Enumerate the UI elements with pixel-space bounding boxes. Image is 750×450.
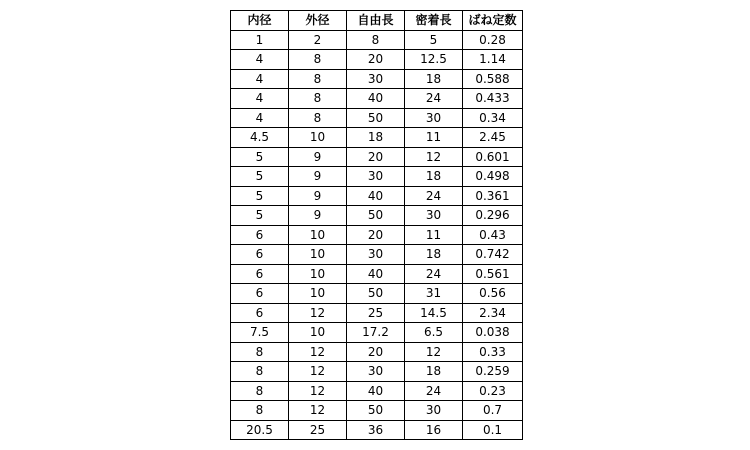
cell-inner-diameter: 6: [231, 264, 289, 284]
cell-outer-diameter: 12: [289, 401, 347, 421]
cell-outer-diameter: 8: [289, 89, 347, 109]
cell-free-length: 50: [347, 401, 405, 421]
cell-outer-diameter: 8: [289, 69, 347, 89]
cell-spring-constant: 0.498: [463, 167, 523, 187]
cell-outer-diameter: 10: [289, 225, 347, 245]
cell-spring-constant: 0.33: [463, 342, 523, 362]
cell-free-length: 20: [347, 225, 405, 245]
cell-free-length: 30: [347, 69, 405, 89]
cell-free-length: 40: [347, 89, 405, 109]
cell-outer-diameter: 12: [289, 381, 347, 401]
cell-spring-constant: 0.561: [463, 264, 523, 284]
cell-outer-diameter: 10: [289, 264, 347, 284]
cell-spring-constant: 0.742: [463, 245, 523, 265]
cell-inner-diameter: 20.5: [231, 420, 289, 440]
cell-inner-diameter: 4: [231, 69, 289, 89]
cell-spring-constant: 0.361: [463, 186, 523, 206]
cell-free-length: 50: [347, 206, 405, 226]
cell-inner-diameter: 5: [231, 206, 289, 226]
cell-free-length: 30: [347, 167, 405, 187]
table-row: [231, 206, 523, 226]
cell-free-length: 20: [347, 147, 405, 167]
cell-solid-length: 18: [405, 362, 463, 382]
cell-solid-length: 12: [405, 147, 463, 167]
cell-outer-diameter: 10: [289, 128, 347, 148]
cell-inner-diameter: 8: [231, 381, 289, 401]
cell-solid-length: 30: [405, 108, 463, 128]
table-row: [231, 264, 523, 284]
cell-outer-diameter: 8: [289, 50, 347, 70]
cell-spring-constant: 1.14: [463, 50, 523, 70]
table-row: [231, 303, 523, 323]
cell-solid-length: 16: [405, 420, 463, 440]
table-row: [231, 69, 523, 89]
cell-inner-diameter: 6: [231, 245, 289, 265]
table-row: [231, 401, 523, 421]
cell-inner-diameter: 6: [231, 225, 289, 245]
cell-outer-diameter: 8: [289, 108, 347, 128]
cell-inner-diameter: 1: [231, 30, 289, 50]
table-row: [231, 245, 523, 265]
cell-outer-diameter: 9: [289, 147, 347, 167]
table-row: [231, 108, 523, 128]
cell-solid-length: 18: [405, 69, 463, 89]
cell-free-length: 40: [347, 264, 405, 284]
table-row: [231, 381, 523, 401]
table-row: [231, 50, 523, 70]
cell-solid-length: 11: [405, 225, 463, 245]
cell-outer-diameter: 10: [289, 284, 347, 304]
cell-solid-length: 24: [405, 381, 463, 401]
cell-spring-constant: 0.28: [463, 30, 523, 50]
cell-solid-length: 18: [405, 245, 463, 265]
cell-spring-constant: 0.588: [463, 69, 523, 89]
cell-outer-diameter: 10: [289, 245, 347, 265]
table-row: [231, 225, 523, 245]
cell-spring-constant: 2.34: [463, 303, 523, 323]
cell-inner-diameter: 8: [231, 342, 289, 362]
table-row: [231, 147, 523, 167]
cell-spring-constant: 0.601: [463, 147, 523, 167]
cell-spring-constant: 0.7: [463, 401, 523, 421]
table-row: [231, 362, 523, 382]
cell-inner-diameter: 4: [231, 89, 289, 109]
cell-solid-length: 14.5: [405, 303, 463, 323]
cell-free-length: 17.2: [347, 323, 405, 343]
header-outer-diameter: 外径: [289, 11, 347, 31]
cell-inner-diameter: 7.5: [231, 323, 289, 343]
cell-inner-diameter: 8: [231, 401, 289, 421]
cell-solid-length: 30: [405, 206, 463, 226]
cell-outer-diameter: 9: [289, 206, 347, 226]
cell-spring-constant: 0.43: [463, 225, 523, 245]
cell-outer-diameter: 9: [289, 186, 347, 206]
cell-free-length: 8: [347, 30, 405, 50]
table-row: [231, 420, 523, 440]
cell-free-length: 40: [347, 381, 405, 401]
header-solid-length: 密着長: [405, 11, 463, 31]
cell-free-length: 30: [347, 245, 405, 265]
cell-inner-diameter: 4.5: [231, 128, 289, 148]
cell-solid-length: 11: [405, 128, 463, 148]
cell-solid-length: 5: [405, 30, 463, 50]
cell-spring-constant: 0.259: [463, 362, 523, 382]
cell-inner-diameter: 6: [231, 284, 289, 304]
cell-free-length: 40: [347, 186, 405, 206]
table-header: [231, 11, 523, 31]
cell-solid-length: 31: [405, 284, 463, 304]
table-row: [231, 89, 523, 109]
cell-solid-length: 30: [405, 401, 463, 421]
cell-free-length: 25: [347, 303, 405, 323]
cell-inner-diameter: 4: [231, 108, 289, 128]
table-row: [231, 128, 523, 148]
cell-spring-constant: 0.296: [463, 206, 523, 226]
table-row: [231, 186, 523, 206]
cell-solid-length: 6.5: [405, 323, 463, 343]
cell-spring-constant: 0.56: [463, 284, 523, 304]
cell-inner-diameter: 8: [231, 362, 289, 382]
cell-free-length: 36: [347, 420, 405, 440]
cell-spring-constant: 0.23: [463, 381, 523, 401]
cell-spring-constant: 2.45: [463, 128, 523, 148]
table-row: [231, 167, 523, 187]
cell-solid-length: 24: [405, 186, 463, 206]
spring-spec-table: [230, 10, 523, 440]
cell-spring-constant: 0.038: [463, 323, 523, 343]
cell-outer-diameter: 25: [289, 420, 347, 440]
header-spring-constant: ばね定数: [463, 11, 523, 31]
table-body: [231, 30, 523, 440]
cell-outer-diameter: 9: [289, 167, 347, 187]
header-free-length: 自由長: [347, 11, 405, 31]
cell-spring-constant: 0.34: [463, 108, 523, 128]
cell-outer-diameter: 2: [289, 30, 347, 50]
header-inner-diameter: 内径: [231, 11, 289, 31]
cell-solid-length: 12.5: [405, 50, 463, 70]
cell-free-length: 20: [347, 50, 405, 70]
cell-inner-diameter: 6: [231, 303, 289, 323]
cell-outer-diameter: 12: [289, 303, 347, 323]
cell-solid-length: 24: [405, 264, 463, 284]
cell-free-length: 20: [347, 342, 405, 362]
cell-free-length: 18: [347, 128, 405, 148]
cell-solid-length: 12: [405, 342, 463, 362]
table-row: [231, 284, 523, 304]
cell-outer-diameter: 12: [289, 342, 347, 362]
cell-inner-diameter: 4: [231, 50, 289, 70]
cell-outer-diameter: 12: [289, 362, 347, 382]
cell-inner-diameter: 5: [231, 186, 289, 206]
cell-inner-diameter: 5: [231, 147, 289, 167]
cell-inner-diameter: 5: [231, 167, 289, 187]
cell-spring-constant: 0.1: [463, 420, 523, 440]
table-row: [231, 323, 523, 343]
table-row: [231, 342, 523, 362]
cell-solid-length: 18: [405, 167, 463, 187]
cell-spring-constant: 0.433: [463, 89, 523, 109]
cell-free-length: 30: [347, 362, 405, 382]
cell-free-length: 50: [347, 284, 405, 304]
table-row: [231, 30, 523, 50]
cell-solid-length: 24: [405, 89, 463, 109]
cell-outer-diameter: 10: [289, 323, 347, 343]
cell-free-length: 50: [347, 108, 405, 128]
header-row: [231, 11, 523, 31]
